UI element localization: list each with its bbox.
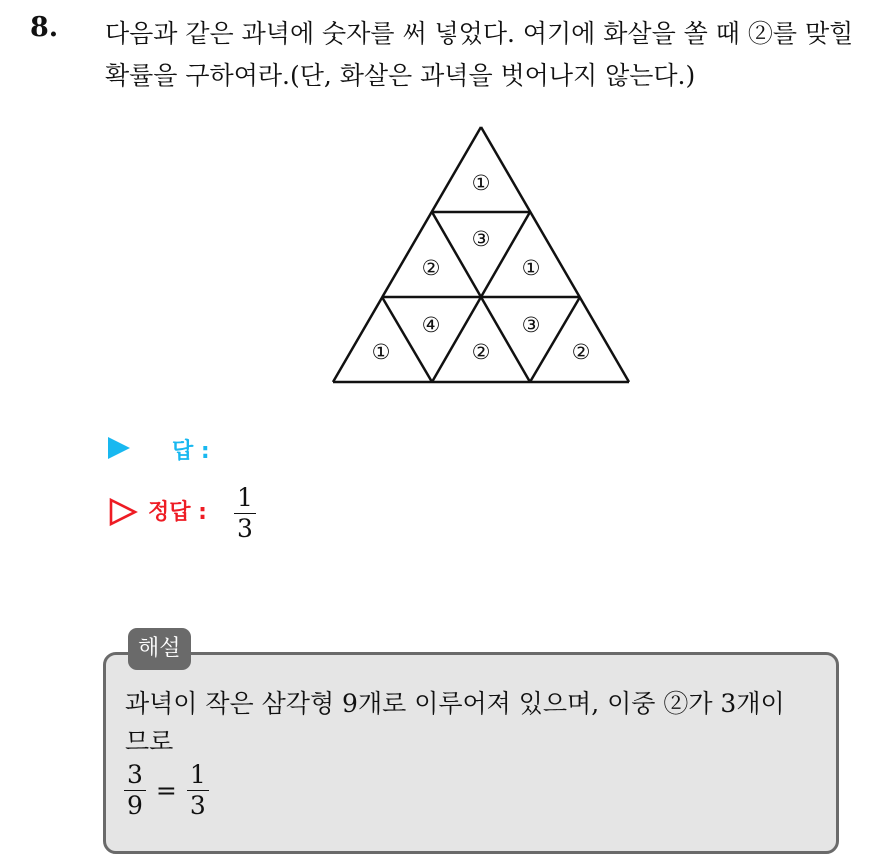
equation-fraction-right — [187, 760, 209, 821]
answer-arrow-icon — [108, 437, 130, 459]
triangle-target-figure — [330, 124, 634, 388]
target-cell-label: ① — [371, 340, 391, 364]
fraction-denominator: 3 — [189, 791, 206, 820]
fraction-numerator: 1 — [189, 760, 206, 789]
explanation-equation — [124, 760, 209, 821]
target-cell-label: ① — [521, 256, 541, 280]
target-cell-label: ② — [571, 340, 591, 364]
correct-answer-label: 정답 : — [148, 500, 207, 525]
fraction-numerator: 1 — [237, 483, 253, 512]
target-cell-label: ④ — [421, 313, 441, 337]
explanation-box — [103, 652, 839, 854]
target-cell-label: ③ — [471, 227, 491, 251]
fraction-numerator: 3 — [127, 760, 143, 789]
target-cell-label: ② — [471, 340, 491, 364]
target-cell-label: ① — [471, 171, 491, 195]
equation-fraction-left — [124, 760, 146, 821]
question-text-line-2: 확률을 구하여라.(단, 화살은 과녁을 벗어나지 않는다.) — [105, 61, 696, 90]
question-number: 8. — [30, 12, 59, 43]
answer-label: 답 : — [172, 439, 210, 464]
explanation-text-line-1: 과녁이 작은 삼각형 9개로 이루어져 있으며, 이중 ②가 3개이 — [125, 689, 785, 718]
correct-answer-fraction — [234, 483, 256, 544]
fraction-denominator: 3 — [237, 514, 253, 543]
explanation-text-line-2: 므로 — [125, 727, 174, 756]
correct-answer-arrow-icon — [108, 497, 138, 527]
target-cell-label: ③ — [521, 313, 541, 337]
fraction-denominator: 9 — [127, 791, 143, 820]
question-text-line-1: 다음과 같은 과녁에 숫자를 써 넣었다. 여기에 화살을 쏠 때 ②를 맞힐 — [105, 19, 854, 48]
equals-sign: = — [155, 776, 177, 805]
target-cell-label: ② — [421, 256, 441, 280]
explanation-tab: 해설 — [128, 628, 191, 670]
